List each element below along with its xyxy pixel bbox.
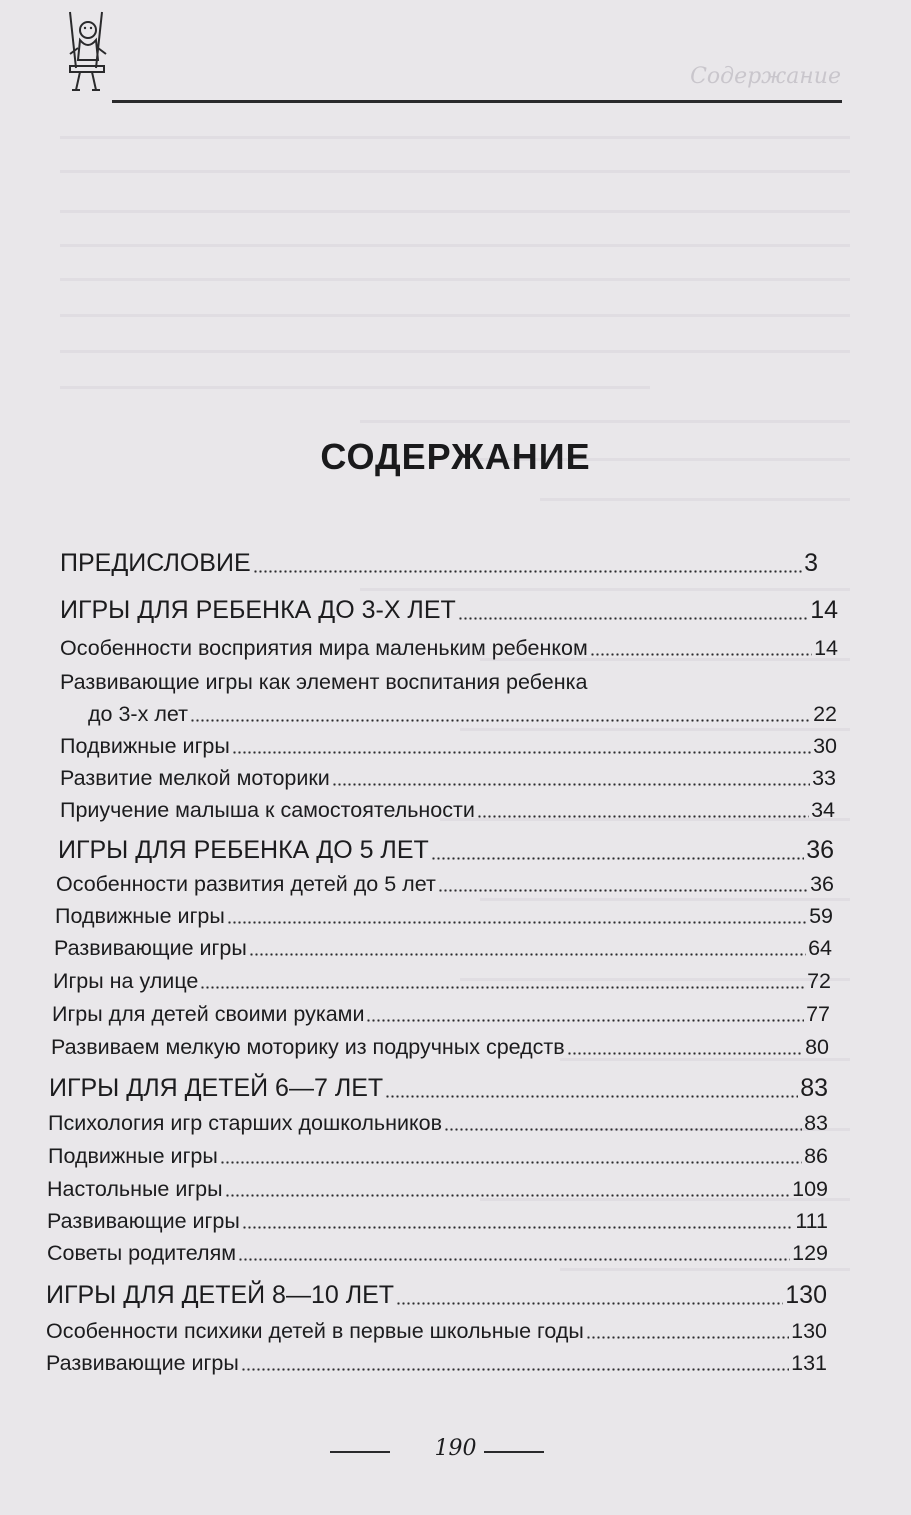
child-on-swing-icon [58,10,128,102]
toc-entry-label: ИГРЫ ДЛЯ РЕБЕНКА ДО 5 ЛЕТ [58,836,429,864]
toc-entry-label: ИГРЫ ДЛЯ ДЕТЕЙ 8—10 ЛЕТ [46,1281,395,1309]
toc-entry-page: 30 [813,734,837,758]
toc-entry-page: 36 [806,836,834,864]
toc-entry-page: 3 [804,549,818,577]
toc-leader-dots [220,1161,802,1164]
toc-entry-label: Подвижные игры [55,904,225,928]
toc-leader-dots [444,1128,802,1131]
toc-entry [60,636,838,661]
toc-entry-label: Развивающие игры [46,1351,239,1375]
footer-rule-right [484,1451,544,1453]
toc-entry [47,1177,828,1202]
toc-entry-page: 14 [814,636,838,660]
toc-entry-page: 83 [800,1074,828,1102]
toc-leader-dots [567,1052,803,1055]
toc-entry-label: Настольные игры [47,1177,223,1201]
toc-leader-dots [366,1019,804,1022]
toc-entry-label-continued: до 3-х лет [88,702,188,726]
toc-entry-page: 83 [804,1111,828,1135]
toc-entry [48,1144,828,1169]
toc-entry-label: Психология игр старших дошкольников [48,1111,442,1135]
toc-entry [47,1241,828,1266]
toc-leader-dots [385,1095,798,1098]
toc-entry [56,872,834,897]
toc-entry [51,1035,829,1060]
toc-leader-dots [431,857,804,860]
toc-entry [46,1319,827,1344]
page-title: СОДЕРЖАНИЕ [320,436,591,477]
toc-entry-page: 77 [806,1002,830,1026]
toc-entry-label: ИГРЫ ДЛЯ РЕБЕНКА ДО 3-Х ЛЕТ [60,596,456,624]
toc-entry-page: 59 [809,904,833,928]
toc-entry-label: Игры на улице [53,969,199,993]
toc-entry-label: Развитие мелкой моторики [60,766,330,790]
toc-leader-dots [458,617,808,620]
toc-entry [60,596,838,625]
toc-entry-label: Игры для детей своими руками [52,1002,365,1026]
toc-entry-label: Особенности восприятия мира маленьким ребенком [60,636,588,660]
toc-entry-page: 111 [795,1209,828,1233]
toc-entry-label: Развиваем мелкую моторику из подручных средств [51,1035,565,1059]
toc-leader-dots [253,570,802,573]
toc-entry [47,1209,828,1234]
toc-leader-dots [590,653,812,656]
toc-entry-page: 131 [791,1351,827,1375]
header-rule [112,100,842,103]
toc-entry [60,766,836,791]
toc-entry-page: 72 [807,969,831,993]
toc-entry-label: Развивающие игры как элемент воспитания ребенка [60,670,588,694]
toc-entry-page: 80 [805,1035,829,1059]
toc-leader-dots [200,986,805,989]
toc-leader-dots [477,815,809,818]
toc-entry [58,836,834,865]
toc-leader-dots [586,1336,789,1339]
toc-entry-page: 130 [785,1281,827,1309]
toc-leader-dots [249,953,806,956]
toc-leader-dots [227,921,807,924]
toc-entry-page: 33 [812,766,836,790]
toc-entry-label: Особенности психики детей в первые школьные годы [46,1319,584,1343]
toc-entry [54,936,832,961]
toc-entry-label: Развивающие игры [47,1209,240,1233]
toc-leader-dots [242,1226,794,1229]
toc-entry-page: 64 [808,936,832,960]
page-number: 190 [434,1436,477,1461]
toc-entry [53,969,831,994]
toc-entry [49,1074,828,1103]
page-footer [0,1436,911,1466]
toc-entry [60,734,837,759]
toc-entry-label: Приучение малыша к самостоятельности [60,798,475,822]
toc-entry-page: 129 [792,1241,828,1265]
toc-leader-dots [190,719,811,722]
toc-leader-dots [232,751,811,754]
toc-entry [46,1281,827,1310]
toc-entry [48,1111,828,1136]
toc-entry-label: ПРЕДИСЛОВИЕ [60,549,251,577]
toc-entry-page: 109 [792,1177,828,1201]
toc-entry [88,702,837,727]
running-head: Содержание [690,64,841,89]
toc-entry [60,798,835,823]
toc-entry [52,1002,830,1027]
toc-entry [46,1351,827,1376]
toc-entry-label: Развивающие игры [54,936,247,960]
toc-entry-page: 86 [804,1144,828,1168]
toc-leader-dots [238,1258,790,1261]
toc-entry-page: 14 [810,596,838,624]
toc-leader-dots [241,1368,789,1371]
toc-entry-page: 34 [811,798,835,822]
toc-entry-label: ИГРЫ ДЛЯ ДЕТЕЙ 6—7 ЛЕТ [49,1074,384,1102]
toc-leader-dots [396,1302,783,1305]
toc-entry-label: Подвижные игры [60,734,230,758]
toc-leader-dots [225,1194,791,1197]
toc-leader-dots [332,783,810,786]
toc-entry [55,904,833,929]
toc-entry-label: Особенности развития детей до 5 лет [56,872,436,896]
toc-entry-page: 22 [813,702,837,726]
toc-entry-page: 130 [791,1319,827,1343]
toc-leader-dots [438,889,808,892]
toc-entry-label: Советы родителям [47,1241,236,1265]
toc-entry-label: Подвижные игры [48,1144,218,1168]
toc-entry-page: 36 [810,872,834,896]
toc-entry [60,549,818,578]
